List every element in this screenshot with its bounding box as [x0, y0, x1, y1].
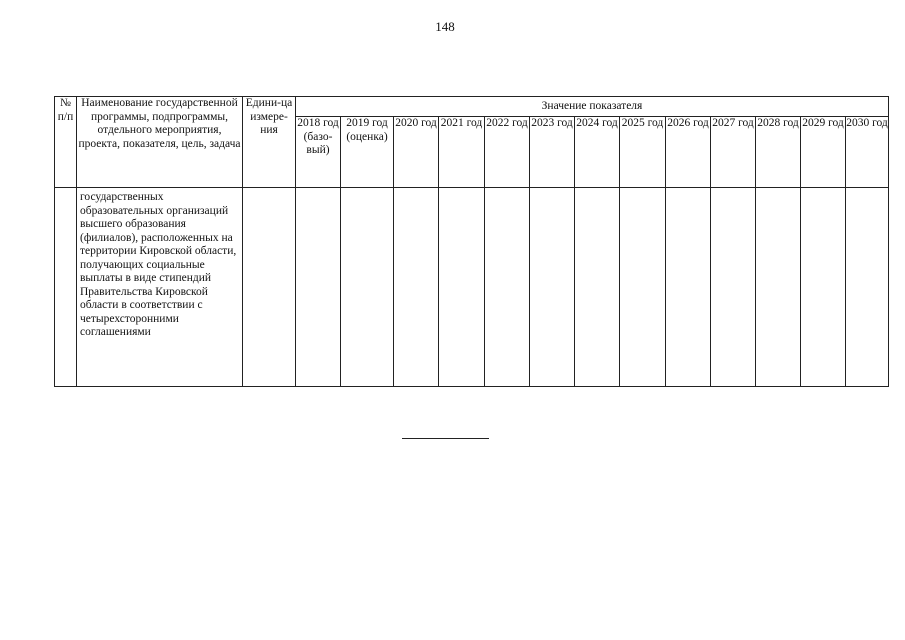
header-year: 2028 год: [756, 117, 801, 188]
row-value-cell: [575, 188, 620, 387]
row-value-cell: [846, 188, 889, 387]
header-num: № п/п: [55, 97, 77, 188]
header-year: 2019 год (оценка): [341, 117, 394, 188]
row-value-cell: [756, 188, 801, 387]
header-unit: Едини-ца измере-ния: [243, 97, 296, 188]
row-value-cell: [620, 188, 666, 387]
row-name-cell: государственных образовательных организаций высшего образования (филиалов), расположенных на территории Кировской области, получающих социальные выплаты в виде стипендий Правительства Кировской области в соответствии с четырехсторонними соглашениями: [77, 188, 243, 387]
row-value-cell: [296, 188, 341, 387]
row-value-cell: [439, 188, 485, 387]
header-year: 2020 год: [394, 117, 439, 188]
header-year: 2022 год: [485, 117, 530, 188]
header-year: 2027 год: [711, 117, 756, 188]
header-year: 2029 год: [801, 117, 846, 188]
footer-rule: [402, 438, 489, 439]
table-row: [55, 188, 889, 387]
header-row-1: [55, 97, 889, 117]
header-year: 2021 год: [439, 117, 485, 188]
header-year: 2018 год (базо-вый): [296, 117, 341, 188]
row-value-cell: [485, 188, 530, 387]
header-name: Наименование государственной программы, подпрограммы, отдельного мероприятия, проекта, показателя, цель, задача: [77, 97, 243, 188]
header-year: 2030 год: [846, 117, 889, 188]
indicator-table: [54, 96, 889, 387]
header-year: 2026 год: [666, 117, 711, 188]
row-value-cell: [394, 188, 439, 387]
header-value-group: Значение показателя: [296, 97, 889, 117]
row-value-cell: [530, 188, 575, 387]
header-year: 2024 год: [575, 117, 620, 188]
row-value-cell: [666, 188, 711, 387]
page-number: 148: [435, 19, 455, 34]
header-year: 2025 год: [620, 117, 666, 188]
row-num-cell: [55, 188, 77, 387]
row-value-cell: [341, 188, 394, 387]
header-year: 2023 год: [530, 117, 575, 188]
row-value-cell: [801, 188, 846, 387]
row-value-cell: [711, 188, 756, 387]
row-unit-cell: [243, 188, 296, 387]
